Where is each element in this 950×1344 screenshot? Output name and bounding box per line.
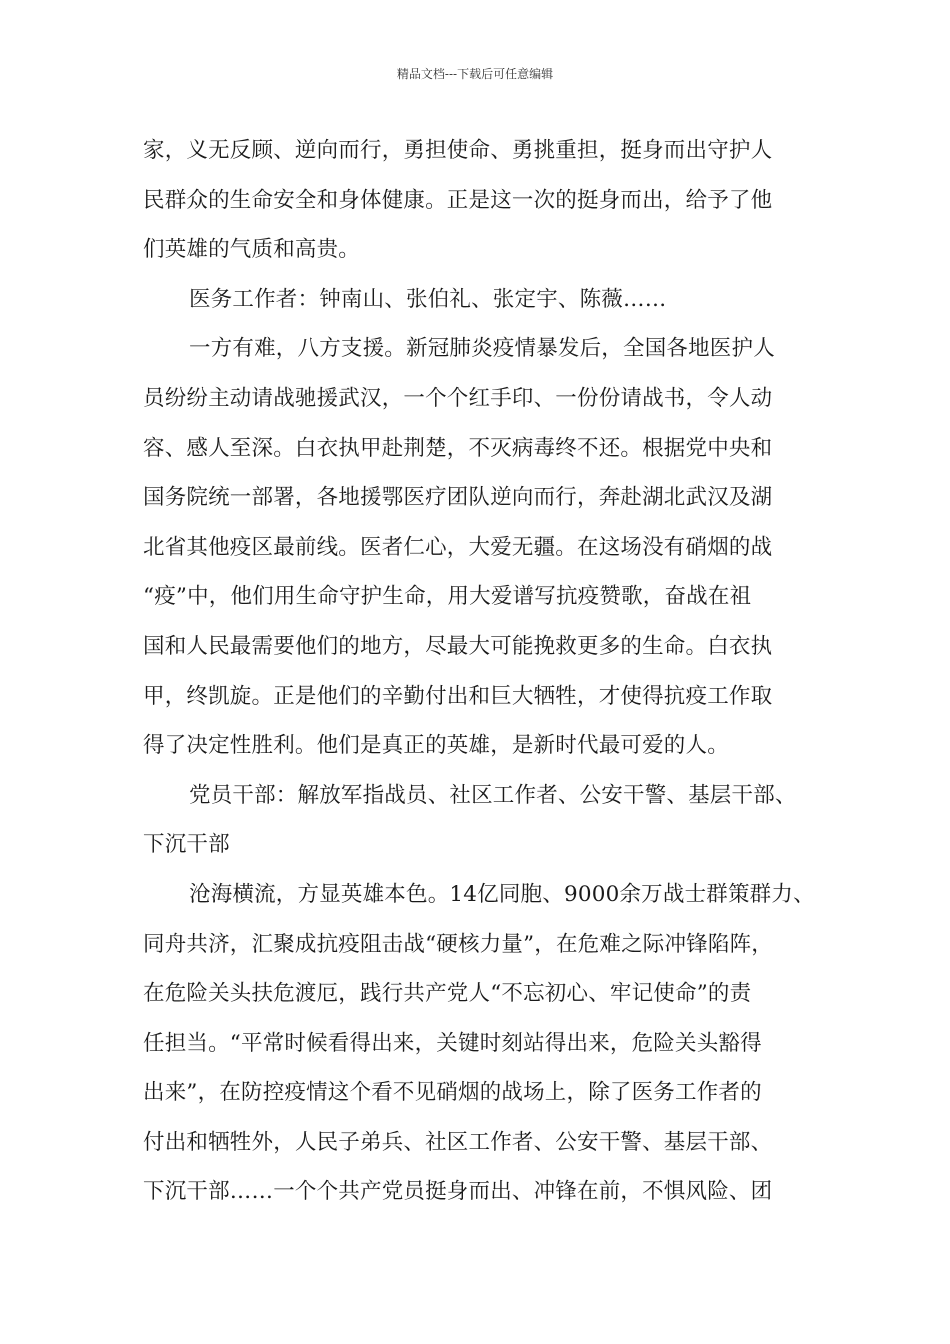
text-line: 员纷纷主动请战驰援武汉，一个个红手印、一份份请战书，令人动	[143, 385, 773, 411]
text-line: 出来”，在防控疫情这个看不见硝烟的战场上，除了医务工作者的	[143, 1080, 762, 1106]
text-line: 同舟共济，汇聚成抗疫阻击战“硬核力量”，在危难之际冲锋陷阵，	[143, 931, 773, 957]
section-heading-medical: 医务工作者：钟南山、张伯礼、张定宇、陈薇……	[189, 286, 667, 312]
text-line: 付出和牺牲外，人民子弟兵、社区工作者、公安干警、基层干部、	[143, 1129, 773, 1155]
text-line: 国和人民最需要他们的地方，尽最大可能挽救更多的生命。白衣执	[143, 633, 773, 659]
text-line: 沧海横流，方显英雄本色。14亿同胞、9000余万战士群策群力、	[189, 881, 815, 907]
text-line: 容、感人至深。白衣执甲赴荆楚，不灭病毒终不还。根据党中央和	[143, 435, 773, 461]
text-line: 下沉干部	[143, 832, 230, 858]
text-line: “疫”中，他们用生命守护生命，用大爱谱写抗疫赞歌，奋战在祖	[143, 584, 752, 610]
text-line: 一方有难，八方支援。新冠肺炎疫情暴发后，全国各地医护人	[189, 336, 775, 362]
text-line: 民群众的生命安全和身体健康。正是这一次的挺身而出，给予了他	[143, 187, 773, 213]
text-line: 得了决定性胜利。他们是真正的英雄，是新时代最可爱的人。	[143, 733, 729, 759]
document-body	[143, 126, 823, 1217]
text-line: 们英雄的气质和高贵。	[143, 237, 361, 263]
section-heading-party: 党员干部：解放军指战员、社区工作者、公安干警、基层干部、	[189, 782, 797, 808]
text-line: 家，义无反顾、逆向而行，勇担使命、勇挑重担，挺身而出守护人	[143, 138, 773, 163]
text-line: 任担当。“平常时候看得出来，关键时刻站得出来，危险关头豁得	[143, 1030, 762, 1056]
text-line: 国务院统一部署，各地援鄂医疗团队逆向而行，奔赴湖北武汉及湖	[143, 485, 773, 511]
text-line: 甲，终凯旋。正是他们的辛勤付出和巨大牺牲，才使得抗疫工作取	[143, 683, 773, 709]
page-header: 精品文档---下载后可任意编辑	[396, 67, 554, 81]
text-line: 在危险关头扶危渡厄，践行共产党人“不忘初心、牢记使命”的责	[143, 981, 752, 1007]
text-line: 下沉干部……一个个共产党员挺身而出、冲锋在前，不惧风险、团	[143, 1179, 773, 1205]
text-line: 北省其他疫区最前线。医者仁心，大爱无疆。在这场没有硝烟的战	[143, 534, 773, 560]
